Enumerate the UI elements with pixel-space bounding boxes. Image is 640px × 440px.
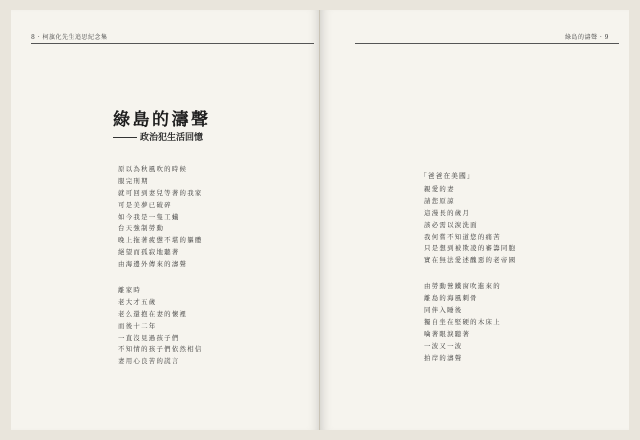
poem-subtitle [113,130,203,143]
verse-line: 由海邊外傳來的濤聲 [118,260,188,269]
verse-line: 就可回到妻兒等著的我家 [118,188,203,197]
verse-line: 只是想到被欺凌的審籌同胞 [424,244,517,253]
left-header-rule [31,43,314,44]
stanza [424,184,516,267]
stanza [118,164,203,271]
verse-line: 晚上拖著疲憊不堪的軀體 [118,236,203,245]
verse-line: 由勞動營鐵窗吹進來的 [424,282,501,291]
right-running-head: 綠島的濤聲 · 9 [564,34,609,41]
verse-line: 不知情的孩子們依然相信 [118,345,203,354]
left-page [11,10,320,430]
verse-line: 請您原諒 [424,196,455,205]
stanza [118,285,203,368]
verse-line: 實在無法愛述醜惡的老帝國 [424,256,517,265]
verse-line: 這漫長的歲月 [424,208,471,217]
stanza [424,281,516,364]
right-verse [424,184,516,364]
verse-line: 原以為秋風吹的時候 [118,165,188,173]
verse-line: 妻用心良苦的謊言 [118,357,180,366]
verse-line: 一波又一波 [424,341,463,350]
verse-line: 噙著眼淚聽著 [424,329,471,338]
verse-line: 離島的海風刺骨 [424,294,478,303]
verse-line: 同伴入睡後 [424,306,463,315]
verse-line: 一直沒見過孩子們 [118,333,180,342]
subtitle-dash [113,137,137,138]
verse-line: 獨自坐在堅硬的木床上 [424,317,501,326]
verse-line: 拍岸的濤聲 [424,353,463,362]
left-verse [118,164,203,368]
verse-line: 絕望而孤寂地聽著 [118,248,180,257]
poem-subtitle-text: 政治犯生活回憶 [140,133,204,143]
verse-line: 而後十二年 [118,321,157,330]
verse-line: 該必需以淚洗面 [424,220,478,229]
left-running-head: 8 · 柯旗化先生追思紀念集 [31,34,108,41]
verse-line: 台天強制勞動 [118,224,165,233]
verse-line: 服完刑期 [118,176,149,185]
verse-line: 如今我是一隻工蟻 [118,212,180,221]
verse-line: 老么還抱在妻的懷裡 [118,309,188,318]
right-header-rule [355,43,619,44]
verse-line: 老大才五歲 [118,297,157,306]
verse-line: 離家時 [118,286,142,295]
verse-line: 可是美夢已破碎 [118,200,172,209]
verse-line: 親愛的妻 [424,185,455,193]
right-page [320,10,629,430]
poem-title: 綠島的濤聲 [113,110,211,130]
verse-line: 我何嘗不知道您的痛苦 [424,232,501,241]
section-title: 「爸爸在美國」 [420,172,475,180]
